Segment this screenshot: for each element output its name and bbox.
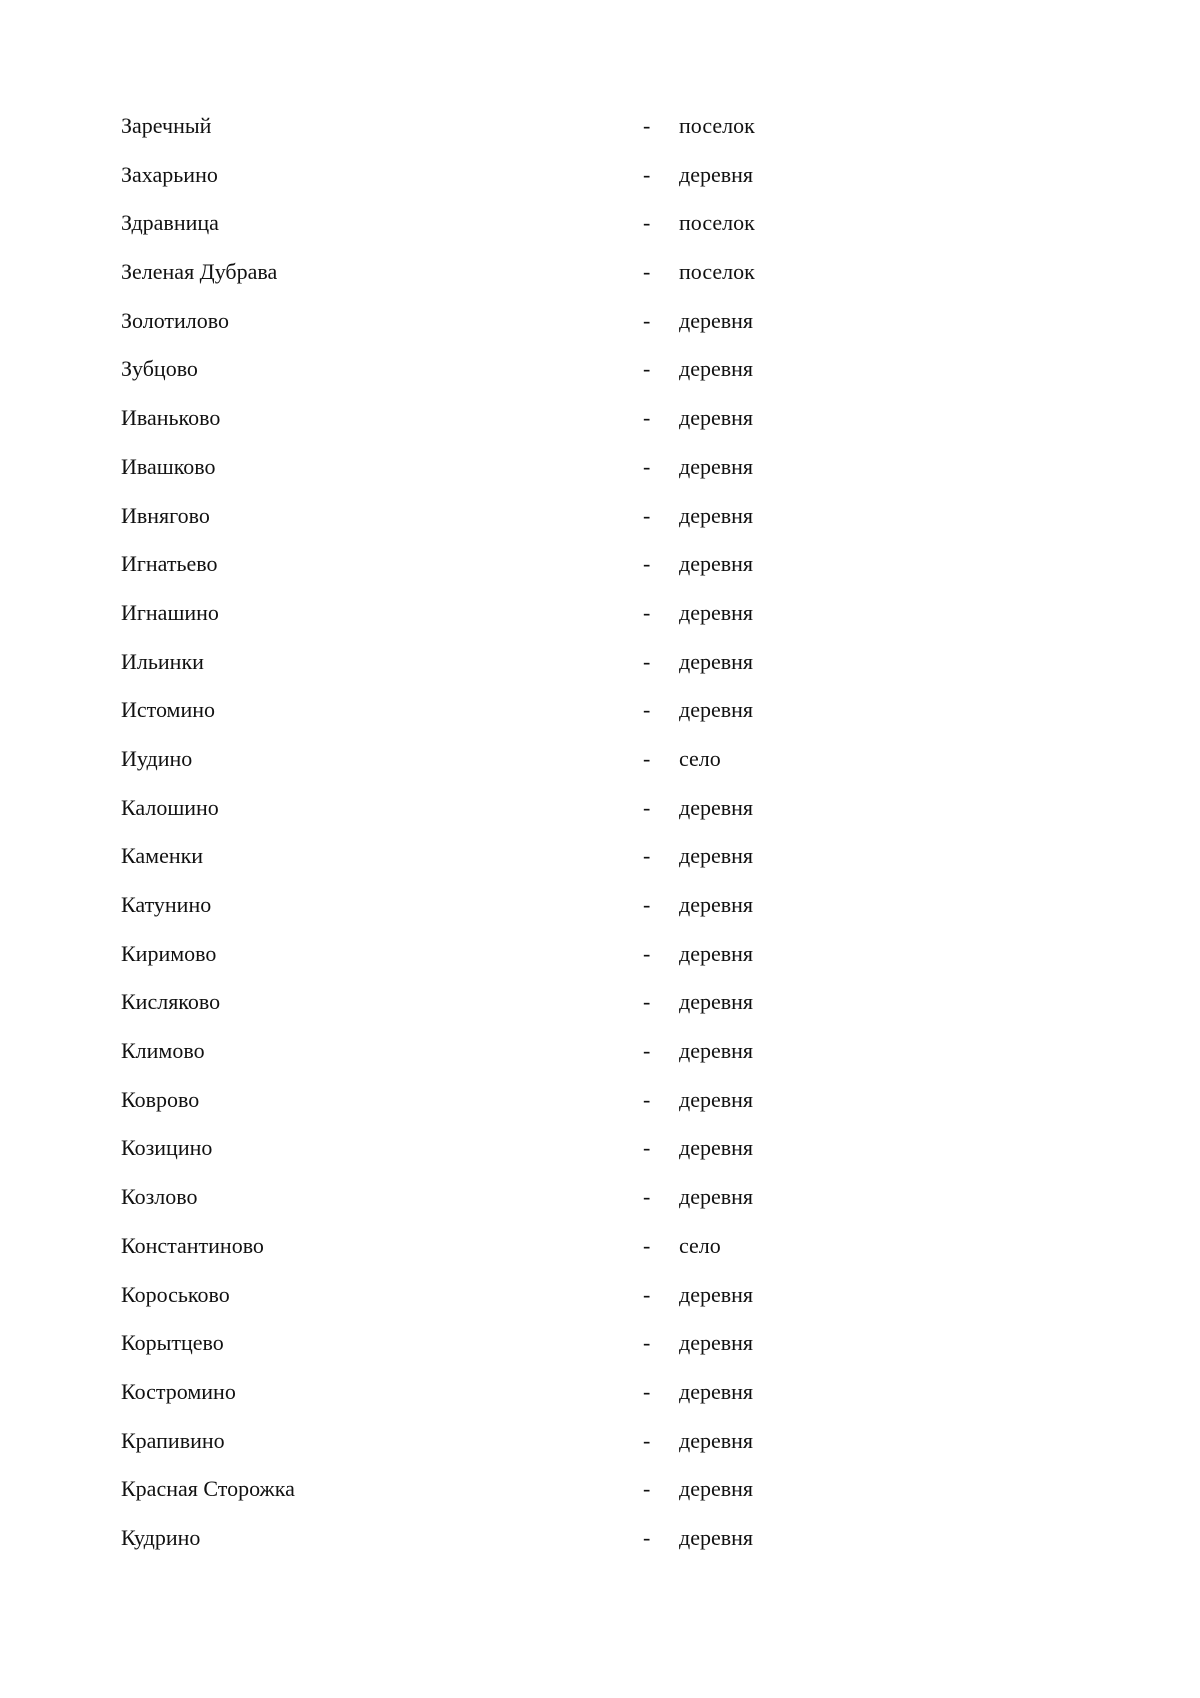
separator: - xyxy=(643,1086,651,1112)
list-item xyxy=(0,1319,1200,1368)
settlement-name: Иваньково xyxy=(121,405,221,431)
settlement-name: Кудрино xyxy=(121,1524,201,1550)
settlement-name: Красная Сторожка xyxy=(121,1476,295,1502)
list-item xyxy=(0,248,1200,297)
settlement-type: деревня xyxy=(679,1476,754,1502)
list-item xyxy=(0,735,1200,784)
settlement-name: Козицино xyxy=(121,1135,213,1161)
settlement-type: деревня xyxy=(679,1427,754,1453)
list-item xyxy=(0,686,1200,735)
settlement-type: деревня xyxy=(679,1038,754,1064)
list-item xyxy=(0,784,1200,833)
separator: - xyxy=(643,161,651,187)
list-item xyxy=(0,199,1200,248)
settlement-name: Захарьино xyxy=(121,161,218,187)
settlement-name: Заречный xyxy=(121,113,212,138)
list-item xyxy=(0,930,1200,979)
separator: - xyxy=(643,259,651,285)
settlement-type: село xyxy=(679,745,721,771)
settlement-type: поселок xyxy=(679,113,755,138)
settlement-name: Игнатьево xyxy=(121,551,218,577)
separator: - xyxy=(643,551,651,577)
separator: - xyxy=(643,745,651,771)
list-item xyxy=(0,1368,1200,1417)
settlement-type: деревня xyxy=(679,1184,754,1210)
settlement-name: Здравница xyxy=(121,210,219,236)
separator: - xyxy=(643,599,651,625)
settlement-name: Зеленая Дубрава xyxy=(121,259,278,285)
settlement-type: деревня xyxy=(679,892,754,917)
list-item xyxy=(0,589,1200,638)
settlement-name: Истомино xyxy=(121,697,216,723)
separator: - xyxy=(643,210,651,236)
separator: - xyxy=(643,794,651,820)
separator: - xyxy=(643,1038,651,1064)
settlement-type: деревня xyxy=(679,502,754,528)
settlement-name: Золотилово xyxy=(121,307,230,333)
settlement-name: Константиново xyxy=(121,1232,264,1258)
settlement-name: Крапивино xyxy=(121,1427,225,1453)
settlement-type: деревня xyxy=(679,356,754,382)
settlement-type: деревня xyxy=(679,1378,754,1404)
list-item xyxy=(0,832,1200,881)
settlement-type: деревня xyxy=(679,551,754,577)
settlement-name: Климово xyxy=(121,1038,205,1064)
settlement-type: деревня xyxy=(679,307,754,333)
settlement-name: Козлово xyxy=(121,1184,198,1210)
list-item xyxy=(0,1465,1200,1514)
separator: - xyxy=(643,405,651,431)
separator: - xyxy=(643,502,651,528)
list-item xyxy=(0,492,1200,541)
settlement-type: деревня xyxy=(679,1135,754,1161)
settlement-name: Каменки xyxy=(121,843,204,869)
list-item xyxy=(0,102,1200,151)
list-item xyxy=(0,345,1200,394)
settlement-type: деревня xyxy=(679,843,754,869)
separator: - xyxy=(643,1330,651,1356)
settlement-type: деревня xyxy=(679,697,754,723)
list-item xyxy=(0,443,1200,492)
settlement-type: поселок xyxy=(679,210,755,236)
list-item xyxy=(0,1076,1200,1125)
separator: - xyxy=(643,356,651,382)
separator: - xyxy=(643,648,651,674)
separator: - xyxy=(643,940,651,966)
settlement-type: деревня xyxy=(679,989,754,1015)
list-item xyxy=(0,638,1200,687)
settlement-type: деревня xyxy=(679,161,754,187)
separator: - xyxy=(643,1135,651,1161)
settlement-name: Костромино xyxy=(121,1378,236,1404)
separator: - xyxy=(643,1427,651,1453)
settlement-type: деревня xyxy=(679,940,754,966)
list-item xyxy=(0,1124,1200,1173)
settlement-name: Ильинки xyxy=(121,648,204,674)
settlement-name: Игнашино xyxy=(121,599,219,625)
settlement-name: Ивашково xyxy=(121,453,216,479)
list-item xyxy=(0,1417,1200,1466)
list-item xyxy=(0,1271,1200,1320)
settlement-name: Иудино xyxy=(121,745,193,771)
list-item xyxy=(0,540,1200,589)
list-item xyxy=(0,881,1200,930)
settlement-type: поселок xyxy=(679,259,755,285)
separator: - xyxy=(643,989,651,1015)
settlement-type: село xyxy=(679,1232,721,1258)
separator: - xyxy=(643,843,651,869)
separator: - xyxy=(643,892,651,917)
separator: - xyxy=(643,307,651,333)
separator: - xyxy=(643,1232,651,1258)
separator: - xyxy=(643,1281,651,1307)
separator: - xyxy=(643,1378,651,1404)
separator: - xyxy=(643,1184,651,1210)
separator: - xyxy=(643,697,651,723)
settlement-name: Зубцово xyxy=(121,356,198,382)
settlement-name: Коврово xyxy=(121,1086,200,1112)
list-item xyxy=(0,1222,1200,1271)
settlement-type: деревня xyxy=(679,648,754,674)
list-item xyxy=(0,297,1200,346)
settlement-name: Кисляково xyxy=(121,989,221,1015)
list-item xyxy=(0,1173,1200,1222)
settlement-type: деревня xyxy=(679,599,754,625)
separator: - xyxy=(643,1476,651,1502)
list-item xyxy=(0,1514,1200,1563)
settlement-name: Киримово xyxy=(121,940,217,966)
settlement-type: деревня xyxy=(679,1524,754,1550)
settlement-name: Короськово xyxy=(121,1281,230,1307)
settlement-type: деревня xyxy=(679,1330,754,1356)
separator: - xyxy=(643,1524,651,1550)
settlement-list xyxy=(0,102,1200,1563)
separator: - xyxy=(643,453,651,479)
list-item xyxy=(0,394,1200,443)
settlement-type: деревня xyxy=(679,453,754,479)
list-item xyxy=(0,151,1200,200)
settlement-type: деревня xyxy=(679,1086,754,1112)
settlement-type: деревня xyxy=(679,794,754,820)
settlement-name: Ивнягово xyxy=(121,502,210,528)
settlement-name: Корытцево xyxy=(121,1330,224,1356)
list-item xyxy=(0,978,1200,1027)
settlement-type: деревня xyxy=(679,1281,754,1307)
settlement-type: деревня xyxy=(679,405,754,431)
settlement-name: Калошино xyxy=(121,794,219,820)
list-item xyxy=(0,1027,1200,1076)
separator: - xyxy=(643,113,651,138)
settlement-name: Катунино xyxy=(121,892,212,917)
